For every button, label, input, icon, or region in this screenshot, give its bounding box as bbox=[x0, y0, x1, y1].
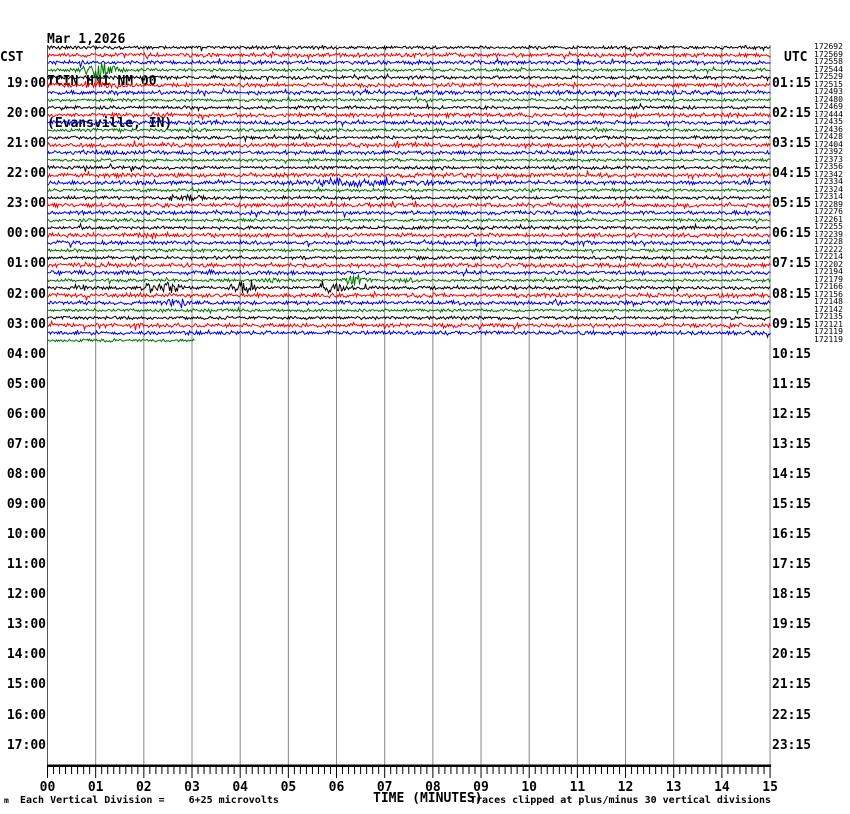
trace-count: 172404 bbox=[814, 139, 843, 149]
seismo-trace-1930-cst bbox=[48, 89, 771, 97]
minute-label: 03 bbox=[184, 780, 200, 795]
trace-count: 172569 bbox=[814, 49, 843, 59]
cst-time-label: 14:00 bbox=[6, 647, 46, 663]
seismo-trace-0315-cst bbox=[48, 321, 771, 330]
minute-label: 09 bbox=[473, 780, 489, 795]
cst-time-label: 16:00 bbox=[6, 707, 46, 723]
trace-count: 172179 bbox=[814, 274, 843, 284]
utc-time-label: 03:15 bbox=[772, 136, 812, 152]
utc-time-label: 18:15 bbox=[772, 587, 812, 603]
minute-label: 05 bbox=[280, 780, 297, 795]
seismo-trace-2315-cst bbox=[48, 201, 771, 209]
cst-time-label: 03:00 bbox=[6, 316, 46, 332]
utc-time-label: 08:15 bbox=[772, 286, 812, 302]
utc-time-label: 12:15 bbox=[772, 406, 812, 422]
trace-count: 172156 bbox=[814, 289, 843, 299]
seismo-trace-0000-cst bbox=[48, 224, 771, 230]
x-axis-line bbox=[47, 765, 771, 768]
minute-label: 13 bbox=[665, 780, 682, 795]
minute-label: 12 bbox=[617, 780, 634, 795]
utc-time-label: 16:15 bbox=[772, 527, 812, 542]
trace-count: 172314 bbox=[814, 192, 843, 202]
trace-count: 172469 bbox=[814, 102, 843, 112]
trace-count: 172324 bbox=[814, 184, 843, 194]
seismo-trace-0345-cst bbox=[48, 339, 195, 342]
minute-label: 08 bbox=[425, 780, 441, 795]
cst-time-label: 17:00 bbox=[6, 737, 46, 753]
minute-label: 06 bbox=[328, 780, 345, 795]
cst-time-label: 11:00 bbox=[6, 557, 46, 573]
utc-time-label: 01:15 bbox=[772, 76, 812, 91]
utc-axis-label: UTC bbox=[784, 50, 808, 65]
utc-time-label: 04:15 bbox=[772, 166, 812, 182]
trace-count: 172373 bbox=[814, 154, 843, 164]
utc-time-label: 09:15 bbox=[772, 316, 812, 332]
utc-time-label: 22:15 bbox=[772, 707, 812, 723]
minute-label: 11 bbox=[569, 780, 586, 795]
trace-count: 172428 bbox=[814, 132, 843, 142]
cst-axis-label: CST bbox=[0, 50, 24, 65]
seismo-trace-2245-cst bbox=[48, 187, 771, 192]
seismo-trace-0115-cst bbox=[48, 262, 771, 268]
seismo-trace-1945-cst bbox=[48, 97, 771, 103]
utc-time-label: 07:15 bbox=[772, 256, 812, 272]
trace-count: 172342 bbox=[814, 169, 843, 179]
seismo-trace-2300-cst bbox=[48, 195, 771, 202]
cst-time-label: 12:00 bbox=[6, 587, 46, 603]
seismo-trace-0230-cst bbox=[48, 299, 771, 308]
utc-time-label: 20:15 bbox=[772, 647, 812, 663]
scale-note: Each Vertical Division = 6+25 microvolts bbox=[20, 795, 279, 806]
trace-count: 172276 bbox=[814, 207, 843, 217]
trace-count: 172529 bbox=[814, 72, 843, 81]
seismo-trace-2100-cst bbox=[48, 134, 771, 141]
utc-time-label: 15:15 bbox=[772, 497, 812, 512]
trace-count: 172444 bbox=[814, 109, 843, 119]
cst-time-label: 20:00 bbox=[6, 106, 46, 122]
trace-count: 172289 bbox=[814, 199, 843, 209]
utc-time-label: 06:15 bbox=[772, 226, 812, 242]
trace-count: 172166 bbox=[814, 282, 843, 292]
cst-time-label: 21:00 bbox=[6, 136, 46, 152]
cst-time-label: 05:00 bbox=[6, 376, 46, 392]
seismo-trace-1815-cst bbox=[48, 52, 771, 59]
trace-count: 172119 bbox=[814, 327, 843, 337]
seismo-trace-0215-cst bbox=[48, 292, 771, 301]
trace-count: 172255 bbox=[814, 222, 843, 232]
location-label: (Evansville, IN) bbox=[47, 116, 173, 131]
date-label: Mar 1,2026 bbox=[47, 32, 126, 47]
trace-count: 172119 bbox=[814, 334, 843, 344]
utc-time-label: 11:15 bbox=[772, 376, 812, 392]
seismo-trace-2215-cst bbox=[48, 171, 771, 180]
utc-time-label: 17:15 bbox=[772, 557, 812, 573]
trace-count: 172493 bbox=[814, 87, 843, 97]
trace-count: 172194 bbox=[814, 267, 843, 277]
trace-count: 172222 bbox=[814, 244, 843, 254]
trace-count: 172436 bbox=[814, 124, 843, 134]
seismo-trace-2015-cst bbox=[48, 112, 771, 120]
trace-count: 172142 bbox=[814, 304, 843, 314]
trace-count: 172334 bbox=[814, 177, 843, 187]
seismo-trace-1915-cst bbox=[48, 81, 771, 88]
cst-time-label: 10:00 bbox=[6, 527, 46, 542]
seismo-trace-2130-cst bbox=[48, 150, 771, 155]
cst-time-label: 02:00 bbox=[6, 286, 46, 302]
trace-count: 172261 bbox=[814, 214, 843, 224]
seismo-trace-0130-cst bbox=[48, 269, 771, 276]
utc-time-label: 19:15 bbox=[772, 617, 812, 633]
trace-count: 172202 bbox=[814, 259, 843, 269]
seismo-trace-1800-cst bbox=[48, 45, 771, 51]
seismo-trace-0300-cst bbox=[48, 316, 771, 320]
utc-time-label: 23:15 bbox=[772, 737, 812, 753]
trace-count: 172435 bbox=[814, 117, 843, 127]
seismo-trace-1900-cst bbox=[48, 74, 771, 81]
minute-label: 00 bbox=[39, 780, 56, 795]
x-axis-title: TIME (MINUTES) bbox=[373, 791, 483, 806]
trace-count: 172544 bbox=[814, 64, 843, 74]
trace-count: 172692 bbox=[814, 42, 843, 51]
cst-time-label: 06:00 bbox=[6, 406, 46, 422]
cst-time-label: 07:00 bbox=[6, 436, 46, 452]
minute-label: 07 bbox=[376, 780, 393, 795]
cst-time-label: 13:00 bbox=[6, 617, 46, 633]
cst-time-label: 01:00 bbox=[6, 256, 46, 272]
cst-time-label: 09:00 bbox=[6, 497, 46, 512]
trace-count: 172135 bbox=[814, 312, 843, 322]
corner-mark: m bbox=[4, 796, 9, 805]
minute-label: 01 bbox=[87, 780, 104, 795]
seismo-trace-2030-cst bbox=[48, 120, 771, 127]
seismo-trace-0145-cst bbox=[48, 274, 771, 285]
seismo-trace-0045-cst bbox=[48, 248, 771, 253]
minute-label: 02 bbox=[135, 780, 152, 795]
seismo-trace-2145-cst bbox=[48, 159, 771, 164]
seismo-trace-2200-cst bbox=[48, 164, 771, 172]
trace-count: 172239 bbox=[814, 229, 843, 239]
cst-time-label: 04:00 bbox=[6, 346, 46, 362]
seismo-trace-0245-cst bbox=[48, 308, 771, 314]
trace-count: 172121 bbox=[814, 319, 843, 329]
cst-time-label: 22:00 bbox=[6, 166, 46, 182]
trace-count: 172356 bbox=[814, 162, 843, 172]
utc-time-label: 21:15 bbox=[772, 677, 812, 693]
minute-label: 14 bbox=[714, 780, 730, 795]
seismo-trace-2345-cst bbox=[48, 218, 771, 223]
seismogram-plot bbox=[47, 45, 774, 785]
cst-time-label: 19:00 bbox=[6, 76, 46, 91]
minute-label: 04 bbox=[232, 780, 249, 795]
seismo-trace-1830-cst bbox=[48, 59, 771, 68]
station-label: TCIN HN1 NM 00 bbox=[47, 74, 157, 89]
trace-count: 172558 bbox=[814, 57, 843, 66]
minute-label: 10 bbox=[521, 780, 538, 795]
trace-count: 172148 bbox=[814, 297, 843, 307]
cst-time-label: 23:00 bbox=[6, 196, 46, 212]
trace-count: 172480 bbox=[814, 94, 843, 104]
seismo-trace-0030-cst bbox=[48, 239, 771, 248]
seismo-trace-2230-cst bbox=[48, 176, 771, 187]
utc-time-label: 13:15 bbox=[772, 436, 812, 452]
seismo-trace-0100-cst bbox=[48, 256, 771, 261]
trace-count: 172515 bbox=[814, 79, 843, 89]
seismo-trace-0330-cst bbox=[48, 330, 771, 337]
utc-time-label: 05:15 bbox=[772, 196, 812, 212]
trace-count: 172214 bbox=[814, 252, 843, 262]
seismo-trace-2330-cst bbox=[48, 210, 771, 217]
cst-time-label: 00:00 bbox=[6, 226, 46, 242]
cst-time-label: 08:00 bbox=[6, 466, 46, 482]
seismo-trace-2000-cst bbox=[48, 104, 771, 111]
seismo-trace-2115-cst bbox=[48, 141, 771, 149]
utc-time-label: 10:15 bbox=[772, 346, 812, 362]
seismo-trace-2045-cst bbox=[48, 128, 771, 134]
trace-count: 172228 bbox=[814, 237, 843, 247]
trace-count: 172392 bbox=[814, 147, 843, 157]
clip-note: Traces clipped at plus/minus 30 vertical divisions bbox=[470, 795, 772, 806]
cst-time-label: 15:00 bbox=[6, 677, 46, 693]
seismo-trace-0015-cst bbox=[48, 232, 771, 239]
utc-time-label: 14:15 bbox=[772, 466, 812, 482]
minute-label: 15 bbox=[762, 780, 778, 795]
utc-time-label: 02:15 bbox=[772, 106, 812, 122]
